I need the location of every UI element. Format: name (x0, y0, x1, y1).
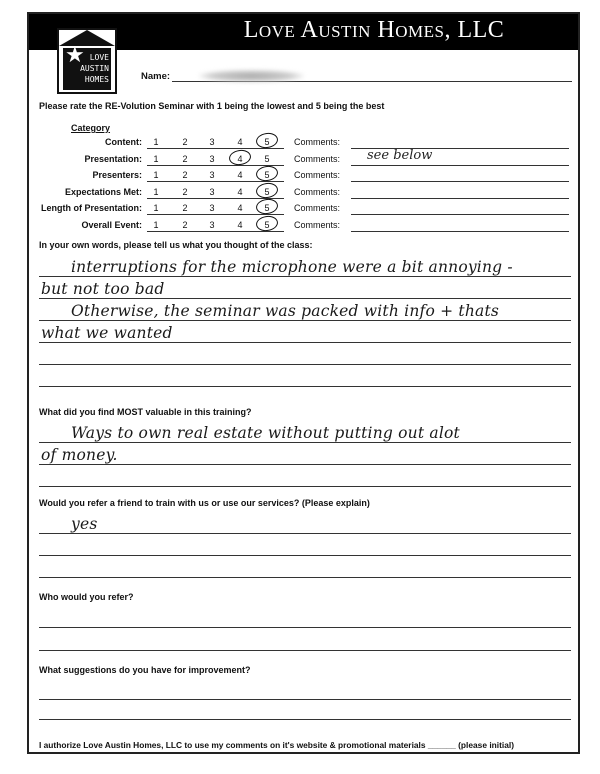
rating-option[interactable]: 4 (237, 153, 243, 164)
handwritten-answer: Ways to own real estate without putting out alot (71, 424, 460, 442)
answer-line[interactable] (39, 342, 571, 343)
name-label: Name: (141, 71, 171, 82)
rating-option[interactable]: 4 (237, 170, 243, 180)
answer-line[interactable] (39, 464, 571, 465)
answer-line[interactable] (39, 486, 571, 487)
rating-option[interactable]: 3 (209, 137, 215, 147)
comment-field[interactable] (351, 214, 569, 215)
rating-category-label: Length of Presentation: (41, 203, 142, 213)
authorization-statement: I authorize Love Austin Homes, LLC to use my comments on it's website & promotional materials ______ (please initial) (39, 740, 514, 750)
handwritten-comment: see below (367, 147, 433, 163)
rating-option[interactable]: 3 (209, 186, 215, 197)
rating-option[interactable]: 1 (153, 186, 159, 197)
answer-line[interactable] (39, 699, 571, 700)
rating-option[interactable]: 3 (209, 203, 215, 213)
rating-option[interactable]: 4 (237, 219, 243, 230)
rating-row (29, 147, 578, 169)
comment-field[interactable] (351, 231, 569, 232)
rating-option[interactable]: 5 (264, 170, 270, 180)
rating-option[interactable]: 2 (182, 203, 188, 213)
answer-line[interactable] (39, 364, 571, 365)
rating-option[interactable]: 5 (264, 153, 270, 164)
rating-option[interactable]: 2 (182, 186, 188, 197)
rating-row (29, 186, 578, 202)
rating-option[interactable]: 4 (237, 203, 243, 213)
rating-option[interactable]: 4 (237, 137, 243, 147)
handwritten-answer: Otherwise, the seminar was packed with info + thats (71, 302, 500, 320)
handwritten-answer: what we wanted (41, 324, 173, 342)
star-icon: ★ (65, 42, 85, 67)
rating-category-label: Presentation: (84, 153, 142, 164)
rating-row (29, 202, 578, 218)
answer-line[interactable] (39, 386, 571, 387)
rating-option[interactable]: 3 (209, 219, 215, 230)
rating-option[interactable]: 3 (209, 170, 215, 180)
answer-line[interactable] (39, 276, 571, 277)
answer-line[interactable] (39, 555, 571, 556)
question-who-refer: Who would you refer? (39, 592, 134, 602)
comment-label: Comments: (294, 219, 341, 230)
question-refer-friend: Would you refer a friend to train with us or use our services? (Please explain) (39, 498, 370, 508)
company-title: Love Austin Homes, LLC (243, 17, 505, 43)
answer-line[interactable] (39, 442, 571, 443)
question-thoughts: In your own words, please tell us what you thought of the class: (39, 240, 313, 250)
comment-label: Comments: (294, 203, 341, 213)
rating-option[interactable]: 5 (264, 186, 270, 197)
feedback-form (27, 12, 580, 754)
handwritten-answer: of money. (41, 446, 118, 464)
answer-line[interactable] (39, 320, 571, 321)
answer-line[interactable] (39, 533, 571, 534)
question-most-valuable: What did you find MOST valuable in this training? (39, 407, 252, 417)
comment-label: Comments: (294, 186, 341, 197)
category-header: Category (71, 123, 111, 133)
answer-line[interactable] (39, 650, 571, 651)
comment-field[interactable] (351, 165, 569, 166)
rating-row (29, 136, 578, 152)
selected-rating-circle (255, 132, 279, 150)
comment-field[interactable] (351, 198, 569, 199)
rating-option[interactable]: 3 (209, 153, 215, 164)
comment-field[interactable] (351, 181, 569, 182)
rating-option[interactable]: 5 (264, 137, 270, 147)
answer-line[interactable] (39, 627, 571, 628)
rating-option[interactable]: 2 (182, 153, 188, 164)
rating-category-label: Content: (105, 137, 142, 147)
rating-category-label: Expectations Met: (64, 186, 142, 197)
answer-line[interactable] (39, 298, 571, 299)
rating-option[interactable]: 1 (153, 137, 159, 147)
company-logo (57, 28, 117, 94)
comment-label: Comments: (294, 153, 341, 164)
logo-text (80, 52, 109, 85)
rating-category-label: Overall Event: (81, 219, 142, 230)
rating-option[interactable]: 5 (264, 203, 270, 213)
logo-text-line: LOVE (89, 53, 109, 62)
comment-label: Comments: (294, 170, 341, 180)
rating-option[interactable]: 1 (153, 153, 159, 164)
handwritten-answer: yes (71, 515, 98, 533)
question-suggestions: What suggestions do you have for improvement? (39, 665, 251, 675)
logo-text-line: AUSTIN (80, 64, 109, 73)
logo-house-body (63, 42, 111, 90)
rating-instruction: Please rate the RE-Volution Seminar with 1 being the lowest and 5 being the best (39, 101, 385, 111)
rating-option[interactable]: 4 (237, 186, 243, 197)
rating-row (29, 169, 578, 185)
rating-option[interactable]: 2 (182, 219, 188, 230)
rating-option[interactable]: 1 (153, 219, 159, 230)
rating-category-label: Presenters: (92, 170, 142, 180)
rating-row (29, 219, 578, 235)
comment-label: Comments: (294, 137, 341, 147)
rating-option[interactable]: 2 (182, 170, 188, 180)
handwritten-answer: but not too bad (41, 280, 165, 298)
rating-option[interactable]: 1 (153, 170, 159, 180)
rating-option[interactable]: 5 (264, 219, 270, 230)
answer-line[interactable] (39, 719, 571, 720)
redacted-name (199, 70, 304, 82)
logo-text-line: HOMES (84, 75, 109, 84)
handwritten-answer: interruptions for the microphone were a bit annoying - (71, 258, 513, 276)
answer-line[interactable] (39, 577, 571, 578)
rating-option[interactable]: 2 (182, 137, 188, 147)
rating-option[interactable]: 1 (153, 203, 159, 213)
